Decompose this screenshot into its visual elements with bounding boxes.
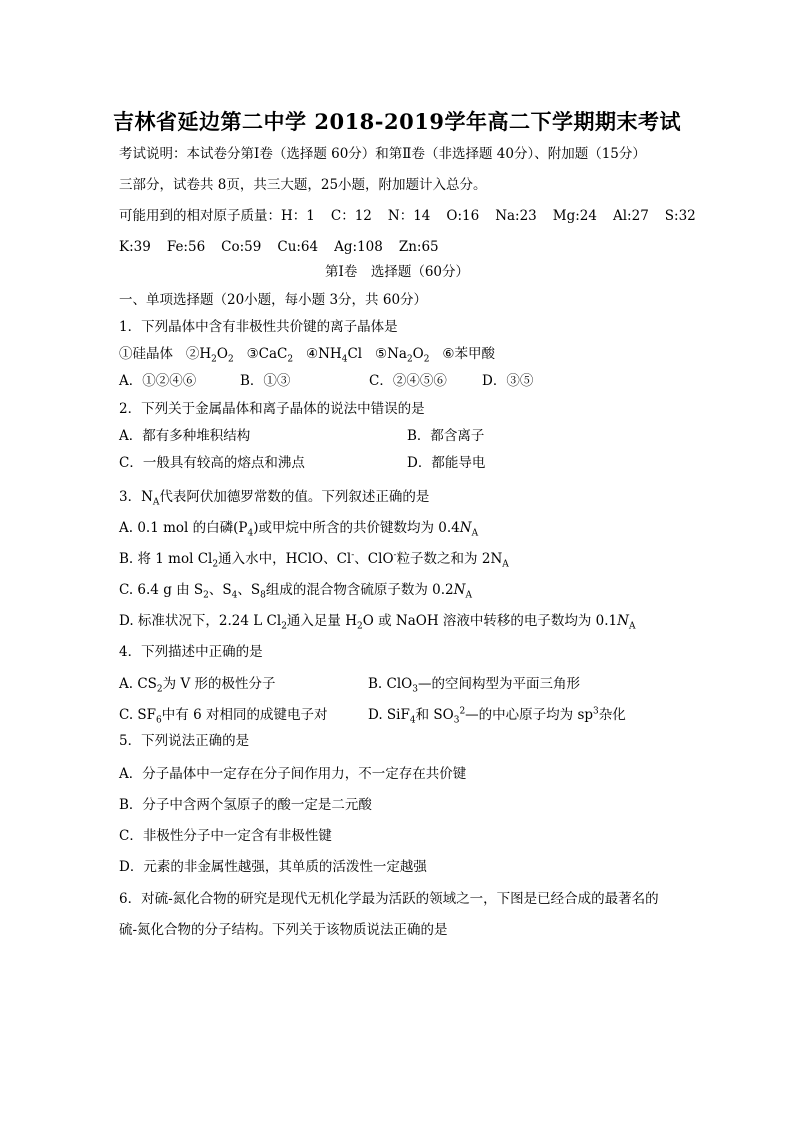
q4-stem: 4．下列描述中正确的是 (119, 644, 263, 660)
q5-option-b: B．分子中含两个氢原子的酸一定是二元酸 (119, 797, 372, 813)
q6-stem-line-1: 6．对硫-氮化合物的研究是现代无机化学最为活跃的领域之一，下图是已经合成的最著名的 (119, 891, 659, 907)
instructions-line-2: 三部分，试卷共 8页，共三大题，25小题，附加题计入总分。 (119, 177, 487, 193)
mass-o: O:16 (446, 208, 480, 224)
mass-fe: Fe:56 (166, 239, 206, 255)
q6-stem-line-2: 硫-氮化合物的分子结构。下列关于该物质说法正确的是 (119, 922, 448, 938)
mass-s: S:32 (664, 208, 696, 224)
q3-stem: 3．$N_A$代表阿伏加德罗常数的值。下列叙述正确的是 (119, 489, 430, 508)
q1-item-6: ⑥苯甲酸 (442, 346, 495, 362)
q1-stem: 1．下列晶体中含有非极性共价键的离子晶体是 (119, 319, 398, 335)
mass-mg: Mg:24 (552, 208, 597, 224)
mass-co: Co:59 (221, 239, 262, 255)
q3-option-b: B. 将 1 mol $Cl_2$通入水中，HClO、Cl-、ClO-粒子数之和为 $2N_A$ (119, 550, 509, 570)
mass-n: N：14 (387, 208, 431, 224)
q5-option-d: D．元素的非金属性越强，其单质的活泼性一定越强 (119, 859, 427, 875)
q1-item-1: ①硅晶体 (119, 346, 173, 362)
mass-k: K:39 (119, 239, 151, 255)
q1-item-2: $②H_2O_2$ (185, 346, 234, 365)
q5-option-a: A．分子晶体中一定存在分子间作用力，不一定存在共价键 (119, 766, 467, 782)
q1-item-3: ③CaC$_2$ (246, 346, 294, 365)
instructions-line-1: 考试说明：本试卷分第Ⅰ卷（选择题 60分）和第Ⅱ卷（非选择题 40分）、附加题（15分） (119, 146, 646, 162)
q4-option-a: A. $CS_2$为 V 形的极性分子 (119, 676, 276, 695)
exam-title: 吉林省延边第二中学 2018-2019学年高二下学期期末考试 (113, 109, 681, 134)
q5-stem: 5．下列说法正确的是 (119, 733, 250, 749)
q4-option-d: D. SiF$_4$和 $SO_3^2—$的中心原子均为 $sp^3$杂化 (368, 706, 626, 726)
mass-c: C：12 (330, 208, 372, 224)
mass-cu: Cu:64 (277, 239, 319, 255)
mass-na: Na:23 (495, 208, 537, 224)
q2-stem: 2．下列关于金属晶体和离子晶体的说法中错误的是 (119, 401, 425, 417)
q1-option-a: A．①②④⑥ (119, 373, 197, 389)
q1-item-4: $④NH_4Cl$ (306, 346, 363, 365)
q2-option-a: A．都有多种堆积结构 (119, 428, 251, 444)
q3-option-d: D. 标准状况下，2.24 L $Cl_2$通入足量 $H_2O$ 或 NaOH 溶液中转移的电子数均为 $0.1N_A$ (119, 613, 636, 632)
q1-option-c: C．②④⑤⑥ (369, 373, 447, 389)
part-heading: 一、单项选择题（20小题，每小题 3分，共 60分） (119, 292, 428, 308)
atomic-mass-line-2 (119, 238, 455, 256)
q2-option-c: C．一般具有较高的熔点和沸点 (119, 455, 305, 471)
mass-ag: Ag:108 (334, 239, 383, 255)
q1-option-b: B．①③ (240, 373, 291, 389)
q2-option-d: D．都能导电 (407, 455, 486, 471)
q1-item-5: $⑤Na_2O_2$ (374, 346, 430, 365)
q2-option-b: B．都含离子 (407, 428, 485, 444)
q1-items (119, 345, 495, 363)
atomic-mass-label: 可能用到的相对原子质量： (119, 208, 281, 224)
q3-option-a: A. 0.1 mol 的白磷$(P_4)$或甲烷中所含的共价键数均为 $0.4N_A$ (119, 520, 479, 539)
mass-zn: Zn:65 (398, 239, 439, 255)
q3-option-c: C. 6.4 g 由 $S_2$、$S_4$、$S_8$组成的混合物含硫原子数为 $0.2N_A$ (119, 582, 472, 601)
atomic-mass-line-1 (119, 207, 696, 225)
section-heading: 第Ⅰ卷 选择题（60分） (324, 264, 469, 280)
q4-option-b: B. ClO$_3$—的空间构型为平面三角形 (368, 676, 580, 695)
q5-option-c: C．非极性分子中一定含有非极性键 (119, 828, 332, 844)
mass-al: Al:27 (612, 208, 649, 224)
mass-h: H：1 (281, 208, 315, 224)
q4-option-c: C. $SF_6$中有 6 对相同的成键电子对 (119, 707, 328, 726)
q1-option-d: D．③⑤ (482, 373, 534, 389)
